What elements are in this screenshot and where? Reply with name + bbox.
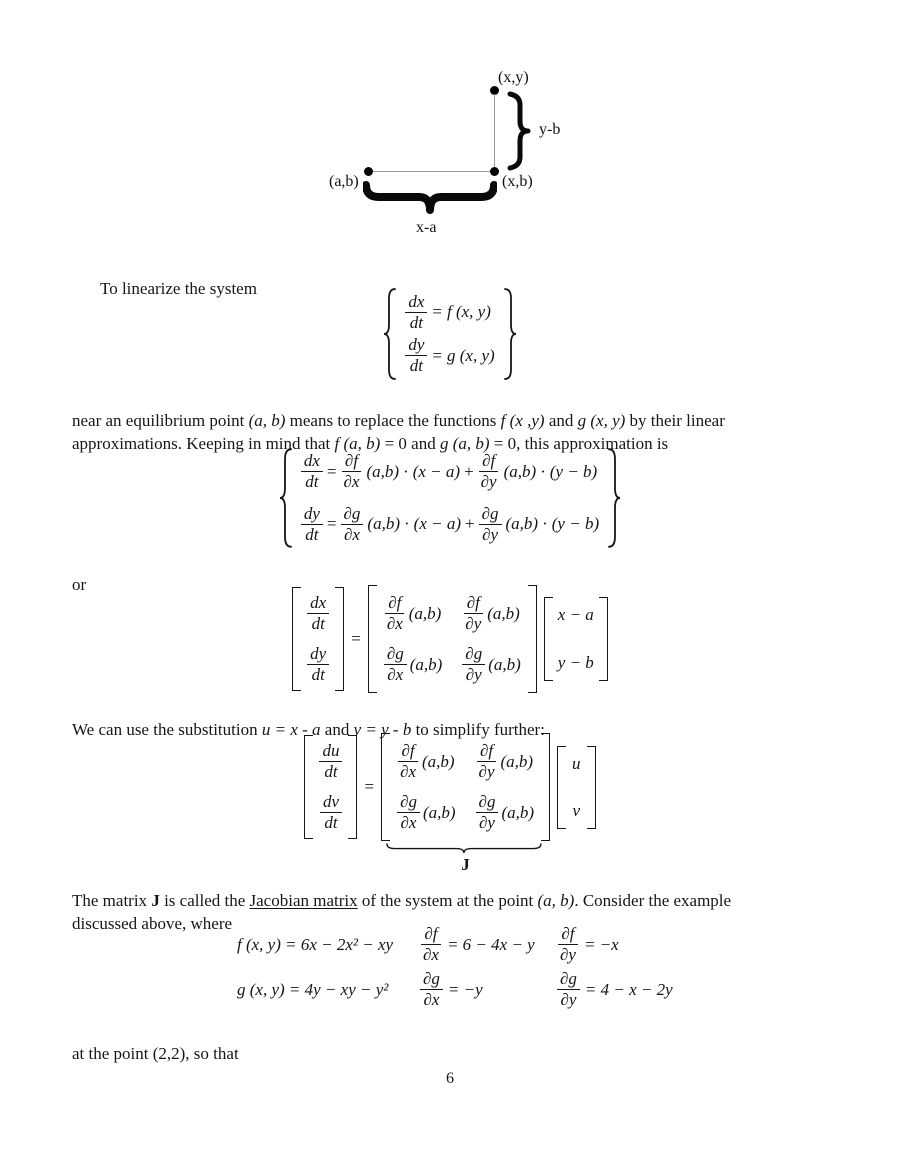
fraction-dx-dt <box>307 594 329 633</box>
text-run: = 0, this approximation is <box>489 434 669 453</box>
denominator: ∂y <box>560 990 577 1010</box>
point-xb-dot <box>490 167 499 176</box>
equals-sign: = <box>364 777 375 797</box>
text-run: or <box>72 575 87 594</box>
matrix-cell <box>384 594 442 633</box>
right-curly-brace <box>502 287 518 381</box>
fraction-dy-dt <box>405 336 427 375</box>
fraction-pf-px <box>341 452 363 491</box>
equation-system <box>0 287 900 381</box>
horizontal-segment <box>369 171 495 172</box>
text-run: at the point (2,2), so that <box>72 1044 239 1063</box>
numerator: ∂f <box>477 742 496 762</box>
text-run: We can use the substitution <box>72 720 262 739</box>
eval-point: (a,b) <box>501 802 535 822</box>
underbrace-x-minus-a <box>363 181 497 215</box>
right-bracket <box>599 597 608 681</box>
matrix-equation-1 <box>0 585 900 693</box>
fraction-du-dt <box>319 742 342 781</box>
eval-point: (a,b) <box>408 603 442 623</box>
jacobian-label: J <box>461 855 470 875</box>
vertical-segment <box>494 94 495 171</box>
denominator: ∂y <box>480 472 497 492</box>
denominator: ∂y <box>560 945 576 965</box>
paragraph-at-point <box>72 1042 852 1065</box>
numerator: ∂f <box>464 594 483 614</box>
matrix-cell <box>397 793 455 832</box>
eval-point: (a,b) <box>422 751 455 771</box>
fraction-pf-px <box>397 742 419 781</box>
fraction-dx-dt <box>301 452 323 491</box>
numerator: ∂f <box>558 925 577 945</box>
fraction-pg-px <box>420 970 443 1009</box>
plus-sign: + <box>464 461 474 481</box>
denominator: ∂y <box>465 665 482 685</box>
left-curly-brace <box>278 447 294 549</box>
x-minus-a: (x − a) <box>412 461 461 481</box>
fraction-pf-py <box>462 594 484 633</box>
underbrace-jacobian <box>386 843 542 854</box>
matrix-J-name: J <box>151 891 160 910</box>
text-run: To linearize the system <box>100 279 257 298</box>
eval-point: (a,b) <box>422 802 456 822</box>
vector-dudt-dvdt <box>304 735 357 839</box>
text-run: discussed above, where <box>72 914 233 933</box>
matrix-cell <box>462 594 520 633</box>
eval-point: (a,b) <box>409 654 443 674</box>
partial-dg-dx <box>420 970 557 1009</box>
right-bracket <box>348 735 357 839</box>
right-bracket <box>528 585 537 693</box>
numerator: dy <box>405 336 427 356</box>
eval-point: (a,b) <box>488 654 521 674</box>
numerator: ∂g <box>420 970 443 990</box>
numerator: ∂g <box>384 645 407 665</box>
right-bracket <box>335 587 344 691</box>
numerator: dx <box>405 293 427 313</box>
numerator: ∂f <box>385 594 404 614</box>
numerator: dv <box>320 793 342 813</box>
denominator: dt <box>324 813 338 833</box>
text-run: means to replace the functions <box>285 411 501 430</box>
text-run: approximations. Keeping in mind that <box>72 434 335 453</box>
matrix-cell <box>476 742 534 781</box>
text-run: near an equilibrium point <box>72 411 249 430</box>
right-curly-brace <box>606 447 622 549</box>
partial-result: = −x <box>583 934 619 954</box>
jacobian-matrix <box>381 733 550 875</box>
partial-df-dx <box>420 925 557 964</box>
partial-df-dy <box>557 925 673 964</box>
function-f-definition: f (x, y) = 6x − 2x² − xy <box>237 934 394 954</box>
cdot: · <box>540 461 546 481</box>
denominator: ∂y <box>482 524 499 544</box>
matrix-equation-2 <box>0 733 900 875</box>
denominator: ∂x <box>423 945 439 965</box>
fraction-pf-py <box>557 925 579 964</box>
partial-dg-dy <box>557 970 673 1009</box>
vector-entry: x − a <box>557 605 594 625</box>
fraction-pg-py <box>557 970 580 1009</box>
fraction-pf-py <box>476 742 498 781</box>
eval-point: (a,b) <box>500 751 534 771</box>
point-label-xy: (x,y) <box>498 69 529 86</box>
text-run: f (a, b) <box>334 434 381 453</box>
cdot: · <box>404 514 410 534</box>
text-run: and <box>320 720 354 739</box>
numerator: dy <box>301 505 323 525</box>
cdot: · <box>542 514 548 534</box>
function-g: g (x, y) <box>446 345 495 365</box>
page-number: 6 <box>446 1070 454 1087</box>
fraction-pg-px <box>384 645 407 684</box>
denominator: ∂x <box>386 614 403 634</box>
matrix-cell <box>397 742 455 781</box>
eval-point: (a,b) <box>487 603 520 623</box>
label-x-minus-a: x-a <box>416 219 437 236</box>
right-bracket <box>541 733 550 841</box>
eval-point: (a,b) <box>367 514 400 534</box>
matrix-cell <box>384 645 442 684</box>
denominator: ∂x <box>423 990 440 1010</box>
x-minus-a: (x − a) <box>413 514 462 534</box>
fraction-pg-py <box>476 793 499 832</box>
fraction-pg-px <box>397 793 420 832</box>
equals-sign: = <box>432 302 442 322</box>
denominator: ∂x <box>343 472 360 492</box>
numerator: ∂f <box>398 742 417 762</box>
denominator: ∂x <box>400 762 417 782</box>
vector-entry: v <box>572 800 581 820</box>
denominator: ∂y <box>478 762 495 782</box>
text-run: . Consider the example <box>574 891 732 910</box>
fraction-pf-px <box>384 594 406 633</box>
text-run: (a, b) <box>248 411 286 430</box>
fraction-pg-px <box>341 505 364 544</box>
fraction-dv-dt <box>320 793 342 832</box>
equation-row <box>301 452 599 491</box>
vector-entry: y − b <box>557 653 594 673</box>
equation-row <box>405 336 494 375</box>
linearization-diagram <box>293 60 593 250</box>
function-g-definition: g (x, y) = 4y − xy − y² <box>237 979 389 999</box>
denominator: dt <box>305 472 319 492</box>
numerator: dy <box>307 645 329 665</box>
text-run: v = y - b <box>353 720 412 739</box>
text-run: g (a, b) <box>439 434 490 453</box>
eval-point: (a,b) <box>366 461 400 481</box>
numerator: ∂g <box>397 793 420 813</box>
partial-result: = −y <box>447 979 483 999</box>
denominator: ∂x <box>400 813 417 833</box>
matrix-cell <box>476 793 534 832</box>
numerator: ∂g <box>462 645 485 665</box>
cdot: · <box>403 461 409 481</box>
denominator: dt <box>409 356 423 376</box>
point-label-xb: (x,b) <box>502 173 533 190</box>
fraction-pf-py <box>478 452 500 491</box>
numerator: ∂g <box>479 505 502 525</box>
text-run: is called the <box>159 891 250 910</box>
equals-sign: = <box>351 629 361 649</box>
fraction-dy-dt <box>301 505 323 544</box>
text-run: (a, b) <box>537 891 575 910</box>
text-run: g (x, y) <box>577 411 626 430</box>
left-curly-brace <box>382 287 398 381</box>
denominator: dt <box>311 665 325 685</box>
fraction-dy-dt <box>307 645 329 684</box>
left-bracket <box>544 597 553 681</box>
function-f: f (x, y) <box>446 302 491 322</box>
equation-row <box>301 505 599 544</box>
denominator: ∂x <box>387 665 404 685</box>
fraction-pg-py <box>462 645 485 684</box>
left-bracket <box>292 587 301 691</box>
denominator: dt <box>311 614 325 634</box>
numerator: ∂f <box>479 452 498 472</box>
equals-sign: = <box>326 514 337 534</box>
numerator: ∂f <box>421 925 440 945</box>
left-bracket <box>381 733 390 841</box>
jacobian-matrix-term: Jacobian matrix <box>249 891 358 910</box>
fraction-pg-py <box>479 505 502 544</box>
vector-u-v <box>557 746 596 829</box>
denominator: ∂x <box>343 524 360 544</box>
numerator: ∂g <box>476 793 499 813</box>
point-ab-dot <box>364 167 373 176</box>
numerator: ∂g <box>341 505 364 525</box>
denominator: dt <box>305 524 319 544</box>
text-run: by their linear <box>625 411 725 430</box>
text-run: The matrix <box>72 891 152 910</box>
left-bracket <box>368 585 377 693</box>
numerator: dx <box>301 452 323 472</box>
numerator: du <box>319 742 342 762</box>
vector-entry: u <box>572 753 581 773</box>
fraction-dx-dt <box>405 293 427 332</box>
vector-dxdt-dydt <box>292 587 344 691</box>
numerator: ∂g <box>557 970 580 990</box>
jacobian-matrix <box>368 585 537 693</box>
text-run: of the system at the point <box>357 891 538 910</box>
plus-sign: + <box>465 514 475 534</box>
label-y-minus-b: y-b <box>539 121 561 138</box>
left-bracket <box>557 746 566 829</box>
point-label-ab: (a,b) <box>329 173 359 190</box>
fraction-pf-px <box>420 925 442 964</box>
equation-approximation <box>0 447 900 549</box>
eval-point: (a,b) <box>503 461 537 481</box>
text-run: and <box>544 411 578 430</box>
y-minus-b: (y − b) <box>549 461 598 481</box>
denominator: dt <box>409 312 423 332</box>
example-equations <box>237 925 673 1009</box>
brace-y-minus-b <box>506 91 532 171</box>
right-bracket <box>587 746 596 829</box>
text-run: f (x ,y) <box>500 411 545 430</box>
equals-sign: = <box>432 345 442 365</box>
vector-xa-yb <box>544 597 608 681</box>
partial-result: = 4 − x − 2y <box>584 979 673 999</box>
equation-row <box>405 293 494 332</box>
left-bracket <box>304 735 313 839</box>
equals-sign: = <box>326 461 337 481</box>
denominator: dt <box>324 762 338 782</box>
y-minus-b: (y − b) <box>551 514 600 534</box>
partial-result: = 6 − 4x − y <box>446 934 535 954</box>
numerator: ∂f <box>342 452 361 472</box>
text-run: = 0 and <box>380 434 440 453</box>
numerator: dx <box>307 594 329 614</box>
denominator: ∂y <box>479 813 495 833</box>
eval-point: (a,b) <box>505 514 539 534</box>
text-run: u = x - a <box>261 720 321 739</box>
text-run: to simplify further: <box>411 720 545 739</box>
matrix-cell <box>462 645 520 684</box>
denominator: ∂y <box>465 614 482 634</box>
